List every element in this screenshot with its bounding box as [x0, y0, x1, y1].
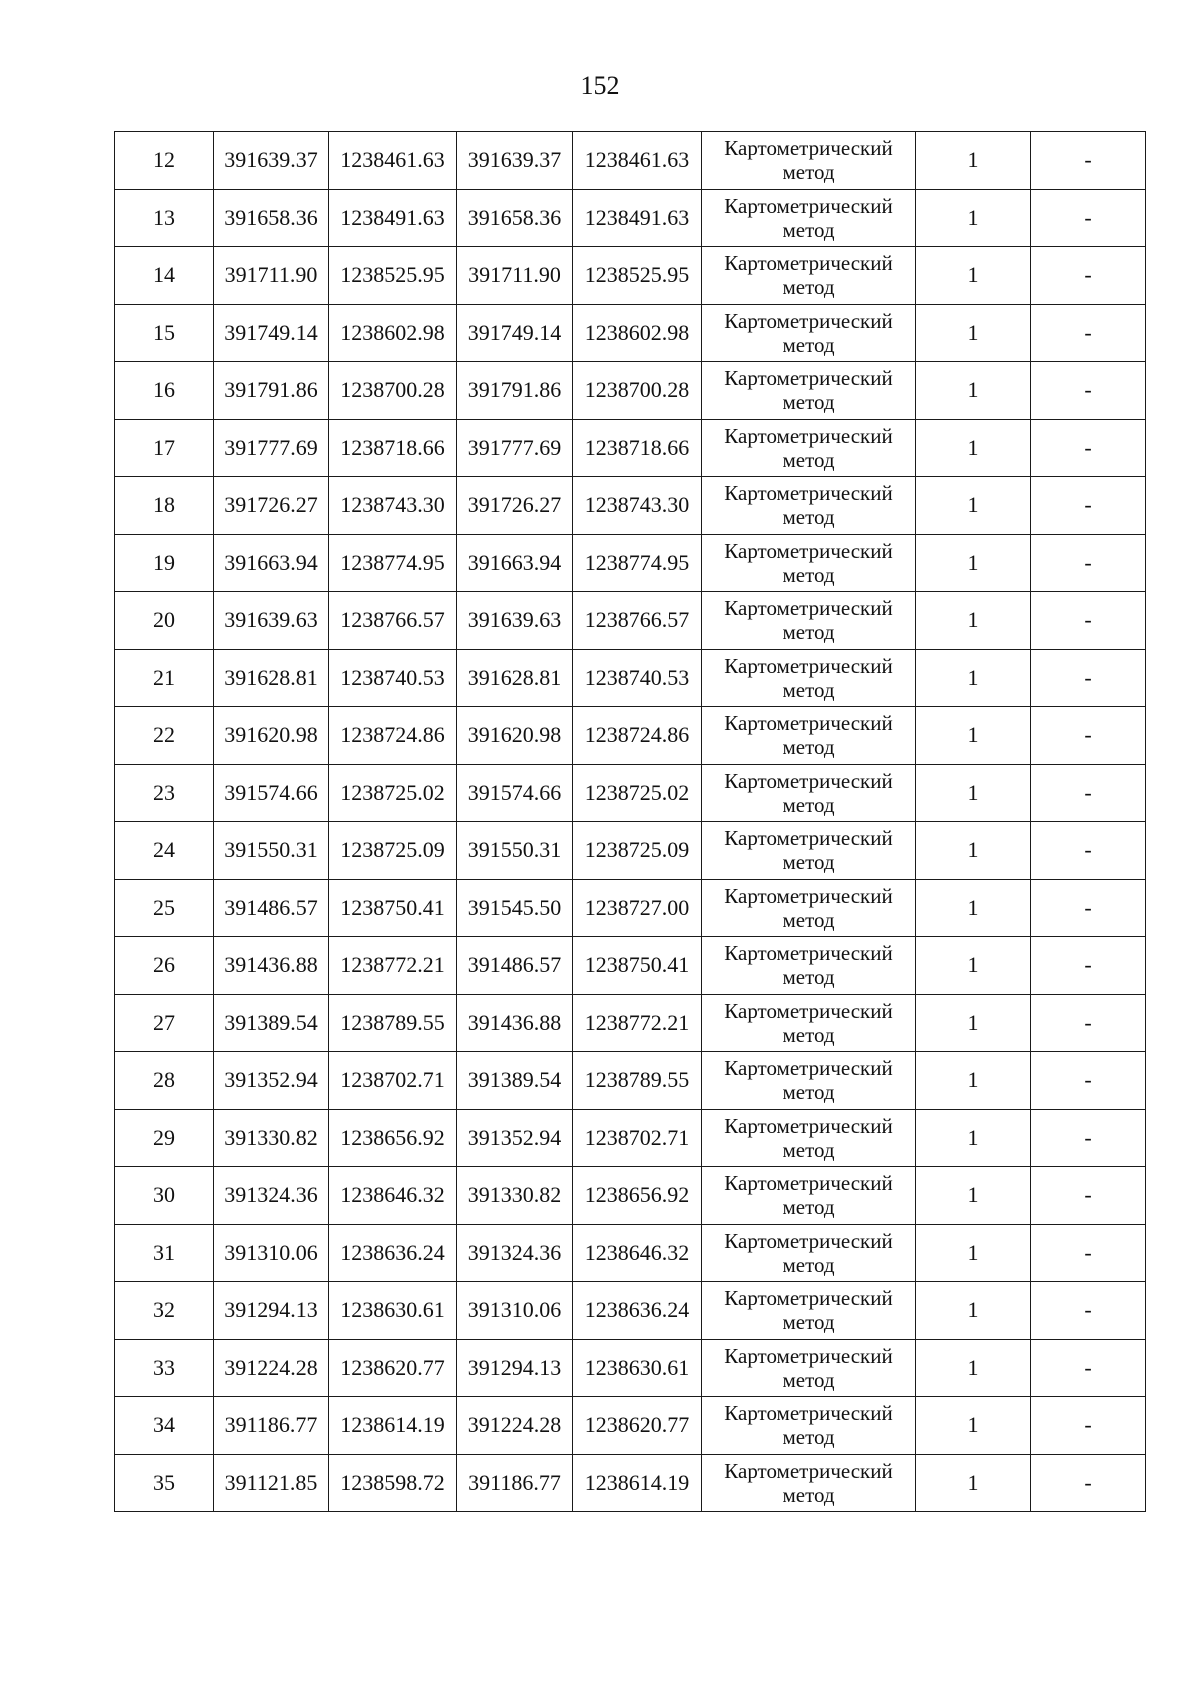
table-row — [115, 1339, 1146, 1397]
note-cell: - — [1031, 1224, 1146, 1282]
point-number-cell: 13 — [115, 189, 214, 247]
method-line-1: Картометрический — [724, 136, 893, 161]
method-line-2: метод — [782, 1080, 835, 1105]
precision-cell: 1 — [916, 649, 1031, 707]
x-coordinate-existing-cell: 391224.28 — [214, 1339, 329, 1397]
method-line-2: метод — [782, 677, 835, 702]
y-coordinate-refined-cell: 1238656.92 — [573, 1167, 702, 1225]
x-coordinate-existing-cell: 391186.77 — [214, 1397, 329, 1455]
point-number-cell: 21 — [115, 649, 214, 707]
x-coordinate-existing-cell: 391726.27 — [214, 477, 329, 535]
y-coordinate-refined-cell: 1238772.21 — [573, 994, 702, 1052]
table-row — [115, 707, 1146, 765]
method-cell — [702, 937, 916, 995]
method-line-1: Картометрический — [724, 1228, 893, 1253]
y-coordinate-existing-cell: 1238525.95 — [329, 247, 457, 305]
method-line-1: Картометрический — [724, 1171, 893, 1196]
point-number-cell: 26 — [115, 937, 214, 995]
y-coordinate-existing-cell: 1238700.28 — [329, 362, 457, 420]
note-cell: - — [1031, 1109, 1146, 1167]
method-line-1: Картометрический — [724, 826, 893, 851]
precision-cell: 1 — [916, 477, 1031, 535]
method-line-1: Картометрический — [724, 538, 893, 563]
x-coordinate-refined-cell: 391639.63 — [457, 592, 573, 650]
note-cell: - — [1031, 764, 1146, 822]
method-cell — [702, 1397, 916, 1455]
y-coordinate-existing-cell: 1238620.77 — [329, 1339, 457, 1397]
method-line-2: метод — [782, 275, 835, 300]
precision-cell: 1 — [916, 1282, 1031, 1340]
precision-cell: 1 — [916, 1339, 1031, 1397]
method-cell — [702, 419, 916, 477]
y-coordinate-existing-cell: 1238646.32 — [329, 1167, 457, 1225]
note-cell: - — [1031, 362, 1146, 420]
method-cell — [702, 1109, 916, 1167]
table-row — [115, 1397, 1146, 1455]
y-coordinate-refined-cell: 1238525.95 — [573, 247, 702, 305]
x-coordinate-existing-cell: 391777.69 — [214, 419, 329, 477]
y-coordinate-refined-cell: 1238646.32 — [573, 1224, 702, 1282]
y-coordinate-existing-cell: 1238636.24 — [329, 1224, 457, 1282]
precision-cell: 1 — [916, 764, 1031, 822]
x-coordinate-existing-cell: 391574.66 — [214, 764, 329, 822]
precision-cell: 1 — [916, 304, 1031, 362]
note-cell: - — [1031, 937, 1146, 995]
method-cell — [702, 1167, 916, 1225]
point-number-cell: 19 — [115, 534, 214, 592]
note-cell: - — [1031, 534, 1146, 592]
method-line-1: Картометрический — [724, 366, 893, 391]
y-coordinate-existing-cell: 1238718.66 — [329, 419, 457, 477]
table-row — [115, 189, 1146, 247]
note-cell: - — [1031, 1052, 1146, 1110]
x-coordinate-refined-cell: 391628.81 — [457, 649, 573, 707]
x-coordinate-refined-cell: 391310.06 — [457, 1282, 573, 1340]
method-line-1: Картометрический — [724, 941, 893, 966]
method-cell — [702, 707, 916, 765]
x-coordinate-refined-cell: 391324.36 — [457, 1224, 573, 1282]
method-cell — [702, 1454, 916, 1512]
method-cell — [702, 592, 916, 650]
note-cell: - — [1031, 707, 1146, 765]
note-cell: - — [1031, 822, 1146, 880]
y-coordinate-existing-cell: 1238772.21 — [329, 937, 457, 995]
x-coordinate-refined-cell: 391545.50 — [457, 879, 573, 937]
method-cell — [702, 1052, 916, 1110]
x-coordinate-refined-cell: 391389.54 — [457, 1052, 573, 1110]
x-coordinate-refined-cell: 391574.66 — [457, 764, 573, 822]
method-line-2: метод — [782, 965, 835, 990]
y-coordinate-existing-cell: 1238461.63 — [329, 132, 457, 190]
note-cell: - — [1031, 189, 1146, 247]
table-row — [115, 1224, 1146, 1282]
note-cell: - — [1031, 1339, 1146, 1397]
y-coordinate-refined-cell: 1238461.63 — [573, 132, 702, 190]
point-number-cell: 18 — [115, 477, 214, 535]
y-coordinate-existing-cell: 1238630.61 — [329, 1282, 457, 1340]
method-line-2: метод — [782, 1482, 835, 1507]
table-row — [115, 477, 1146, 535]
method-line-1: Картометрический — [724, 711, 893, 736]
method-cell — [702, 822, 916, 880]
method-line-2: метод — [782, 620, 835, 645]
x-coordinate-existing-cell: 391310.06 — [214, 1224, 329, 1282]
method-line-1: Картометрический — [724, 1401, 893, 1426]
point-number-cell: 32 — [115, 1282, 214, 1340]
y-coordinate-existing-cell: 1238725.09 — [329, 822, 457, 880]
note-cell: - — [1031, 1454, 1146, 1512]
method-line-2: метод — [782, 332, 835, 357]
method-line-1: Картометрический — [724, 1458, 893, 1483]
x-coordinate-refined-cell: 391486.57 — [457, 937, 573, 995]
x-coordinate-existing-cell: 391628.81 — [214, 649, 329, 707]
point-number-cell: 15 — [115, 304, 214, 362]
point-number-cell: 25 — [115, 879, 214, 937]
x-coordinate-existing-cell: 391550.31 — [214, 822, 329, 880]
y-coordinate-existing-cell: 1238774.95 — [329, 534, 457, 592]
precision-cell: 1 — [916, 822, 1031, 880]
point-number-cell: 30 — [115, 1167, 214, 1225]
y-coordinate-existing-cell: 1238602.98 — [329, 304, 457, 362]
table-row — [115, 592, 1146, 650]
precision-cell: 1 — [916, 937, 1031, 995]
table-row — [115, 764, 1146, 822]
point-number-cell: 24 — [115, 822, 214, 880]
method-line-1: Картометрический — [724, 883, 893, 908]
precision-cell: 1 — [916, 1052, 1031, 1110]
method-cell — [702, 477, 916, 535]
note-cell: - — [1031, 592, 1146, 650]
point-number-cell: 23 — [115, 764, 214, 822]
method-line-2: метод — [782, 735, 835, 760]
method-line-2: метод — [782, 907, 835, 932]
point-number-cell: 31 — [115, 1224, 214, 1282]
y-coordinate-refined-cell: 1238725.09 — [573, 822, 702, 880]
table-row — [115, 362, 1146, 420]
method-line-2: метод — [782, 1252, 835, 1277]
x-coordinate-refined-cell: 391658.36 — [457, 189, 573, 247]
x-coordinate-refined-cell: 391726.27 — [457, 477, 573, 535]
x-coordinate-existing-cell: 391324.36 — [214, 1167, 329, 1225]
table-body — [115, 132, 1146, 1512]
x-coordinate-refined-cell: 391663.94 — [457, 534, 573, 592]
y-coordinate-refined-cell: 1238620.77 — [573, 1397, 702, 1455]
table-row — [115, 1282, 1146, 1340]
note-cell: - — [1031, 879, 1146, 937]
method-cell — [702, 764, 916, 822]
x-coordinate-refined-cell: 391639.37 — [457, 132, 573, 190]
y-coordinate-existing-cell: 1238743.30 — [329, 477, 457, 535]
table-row — [115, 534, 1146, 592]
table-row — [115, 822, 1146, 880]
y-coordinate-refined-cell: 1238700.28 — [573, 362, 702, 420]
method-line-1: Картометрический — [724, 423, 893, 448]
method-line-1: Картометрический — [724, 1113, 893, 1138]
y-coordinate-refined-cell: 1238614.19 — [573, 1454, 702, 1512]
x-coordinate-existing-cell: 391352.94 — [214, 1052, 329, 1110]
table-row — [115, 1454, 1146, 1512]
method-line-1: Картометрический — [724, 251, 893, 276]
y-coordinate-refined-cell: 1238702.71 — [573, 1109, 702, 1167]
point-number-cell: 20 — [115, 592, 214, 650]
x-coordinate-refined-cell: 391791.86 — [457, 362, 573, 420]
method-cell — [702, 304, 916, 362]
note-cell: - — [1031, 304, 1146, 362]
x-coordinate-refined-cell: 391550.31 — [457, 822, 573, 880]
method-line-2: метод — [782, 792, 835, 817]
method-line-2: метод — [782, 1137, 835, 1162]
precision-cell: 1 — [916, 879, 1031, 937]
point-number-cell: 29 — [115, 1109, 214, 1167]
x-coordinate-refined-cell: 391436.88 — [457, 994, 573, 1052]
note-cell: - — [1031, 1282, 1146, 1340]
y-coordinate-refined-cell: 1238743.30 — [573, 477, 702, 535]
method-line-1: Картометрический — [724, 1343, 893, 1368]
precision-cell: 1 — [916, 1454, 1031, 1512]
x-coordinate-existing-cell: 391121.85 — [214, 1454, 329, 1512]
table-row — [115, 1052, 1146, 1110]
point-number-cell: 14 — [115, 247, 214, 305]
method-cell — [702, 362, 916, 420]
point-number-cell: 17 — [115, 419, 214, 477]
table-row — [115, 994, 1146, 1052]
precision-cell: 1 — [916, 1109, 1031, 1167]
y-coordinate-refined-cell: 1238602.98 — [573, 304, 702, 362]
precision-cell: 1 — [916, 362, 1031, 420]
x-coordinate-refined-cell: 391749.14 — [457, 304, 573, 362]
table-row — [115, 304, 1146, 362]
x-coordinate-existing-cell: 391639.63 — [214, 592, 329, 650]
method-cell — [702, 1339, 916, 1397]
x-coordinate-existing-cell: 391711.90 — [214, 247, 329, 305]
y-coordinate-refined-cell: 1238766.57 — [573, 592, 702, 650]
x-coordinate-existing-cell: 391294.13 — [214, 1282, 329, 1340]
x-coordinate-existing-cell: 391330.82 — [214, 1109, 329, 1167]
y-coordinate-existing-cell: 1238750.41 — [329, 879, 457, 937]
table-row — [115, 419, 1146, 477]
note-cell: - — [1031, 1397, 1146, 1455]
point-number-cell: 22 — [115, 707, 214, 765]
method-line-2: метод — [782, 447, 835, 472]
x-coordinate-existing-cell: 391620.98 — [214, 707, 329, 765]
coordinates-table — [114, 131, 1146, 1512]
method-line-1: Картометрический — [724, 308, 893, 333]
x-coordinate-refined-cell: 391186.77 — [457, 1454, 573, 1512]
x-coordinate-refined-cell: 391352.94 — [457, 1109, 573, 1167]
precision-cell: 1 — [916, 247, 1031, 305]
method-cell — [702, 649, 916, 707]
precision-cell: 1 — [916, 707, 1031, 765]
y-coordinate-refined-cell: 1238789.55 — [573, 1052, 702, 1110]
x-coordinate-existing-cell: 391436.88 — [214, 937, 329, 995]
y-coordinate-refined-cell: 1238630.61 — [573, 1339, 702, 1397]
table-row — [115, 937, 1146, 995]
precision-cell: 1 — [916, 132, 1031, 190]
x-coordinate-existing-cell: 391749.14 — [214, 304, 329, 362]
x-coordinate-refined-cell: 391620.98 — [457, 707, 573, 765]
x-coordinate-refined-cell: 391224.28 — [457, 1397, 573, 1455]
coordinates-table-container — [114, 131, 1146, 1512]
method-cell — [702, 1224, 916, 1282]
method-line-2: метод — [782, 217, 835, 242]
method-cell — [702, 994, 916, 1052]
method-line-1: Картометрический — [724, 1056, 893, 1081]
method-cell — [702, 1282, 916, 1340]
method-cell — [702, 189, 916, 247]
method-line-2: метод — [782, 390, 835, 415]
y-coordinate-refined-cell: 1238491.63 — [573, 189, 702, 247]
table-row — [115, 132, 1146, 190]
page-number: 152 — [580, 71, 620, 100]
y-coordinate-existing-cell: 1238740.53 — [329, 649, 457, 707]
method-line-2: метод — [782, 1425, 835, 1450]
point-number-cell: 27 — [115, 994, 214, 1052]
precision-cell: 1 — [916, 419, 1031, 477]
precision-cell: 1 — [916, 994, 1031, 1052]
y-coordinate-existing-cell: 1238598.72 — [329, 1454, 457, 1512]
point-number-cell: 16 — [115, 362, 214, 420]
y-coordinate-refined-cell: 1238725.02 — [573, 764, 702, 822]
x-coordinate-existing-cell: 391486.57 — [214, 879, 329, 937]
x-coordinate-refined-cell: 391777.69 — [457, 419, 573, 477]
x-coordinate-existing-cell: 391663.94 — [214, 534, 329, 592]
precision-cell: 1 — [916, 1224, 1031, 1282]
y-coordinate-existing-cell: 1238766.57 — [329, 592, 457, 650]
y-coordinate-existing-cell: 1238725.02 — [329, 764, 457, 822]
precision-cell: 1 — [916, 592, 1031, 650]
y-coordinate-existing-cell: 1238724.86 — [329, 707, 457, 765]
y-coordinate-refined-cell: 1238727.00 — [573, 879, 702, 937]
method-line-2: метод — [782, 562, 835, 587]
table-row — [115, 1109, 1146, 1167]
method-line-2: метод — [782, 1367, 835, 1392]
y-coordinate-refined-cell: 1238740.53 — [573, 649, 702, 707]
method-line-1: Картометрический — [724, 1286, 893, 1311]
x-coordinate-existing-cell: 391389.54 — [214, 994, 329, 1052]
x-coordinate-refined-cell: 391294.13 — [457, 1339, 573, 1397]
method-line-1: Картометрический — [724, 481, 893, 506]
table-row — [115, 247, 1146, 305]
note-cell: - — [1031, 477, 1146, 535]
y-coordinate-refined-cell: 1238718.66 — [573, 419, 702, 477]
x-coordinate-existing-cell: 391639.37 — [214, 132, 329, 190]
note-cell: - — [1031, 132, 1146, 190]
method-cell — [702, 879, 916, 937]
y-coordinate-refined-cell: 1238774.95 — [573, 534, 702, 592]
precision-cell: 1 — [916, 1167, 1031, 1225]
y-coordinate-existing-cell: 1238614.19 — [329, 1397, 457, 1455]
point-number-cell: 33 — [115, 1339, 214, 1397]
point-number-cell: 34 — [115, 1397, 214, 1455]
y-coordinate-existing-cell: 1238656.92 — [329, 1109, 457, 1167]
method-line-2: метод — [782, 160, 835, 185]
x-coordinate-refined-cell: 391711.90 — [457, 247, 573, 305]
point-number-cell: 35 — [115, 1454, 214, 1512]
y-coordinate-existing-cell: 1238789.55 — [329, 994, 457, 1052]
method-line-1: Картометрический — [724, 768, 893, 793]
precision-cell: 1 — [916, 1397, 1031, 1455]
method-line-1: Картометрический — [724, 193, 893, 218]
note-cell: - — [1031, 1167, 1146, 1225]
method-line-1: Картометрический — [724, 998, 893, 1023]
precision-cell: 1 — [916, 189, 1031, 247]
y-coordinate-existing-cell: 1238491.63 — [329, 189, 457, 247]
note-cell: - — [1031, 419, 1146, 477]
table-row — [115, 879, 1146, 937]
precision-cell: 1 — [916, 534, 1031, 592]
y-coordinate-refined-cell: 1238636.24 — [573, 1282, 702, 1340]
x-coordinate-existing-cell: 391791.86 — [214, 362, 329, 420]
y-coordinate-refined-cell: 1238724.86 — [573, 707, 702, 765]
method-line-1: Картометрический — [724, 653, 893, 678]
method-cell — [702, 534, 916, 592]
method-line-2: метод — [782, 505, 835, 530]
y-coordinate-refined-cell: 1238750.41 — [573, 937, 702, 995]
table-row — [115, 649, 1146, 707]
method-cell — [702, 247, 916, 305]
note-cell: - — [1031, 649, 1146, 707]
note-cell: - — [1031, 247, 1146, 305]
method-line-2: метод — [782, 850, 835, 875]
table-row — [115, 1167, 1146, 1225]
method-line-2: метод — [782, 1195, 835, 1220]
method-line-2: метод — [782, 1310, 835, 1335]
method-cell — [702, 132, 916, 190]
x-coordinate-refined-cell: 391330.82 — [457, 1167, 573, 1225]
point-number-cell: 28 — [115, 1052, 214, 1110]
y-coordinate-existing-cell: 1238702.71 — [329, 1052, 457, 1110]
method-line-1: Картометрический — [724, 596, 893, 621]
note-cell: - — [1031, 994, 1146, 1052]
method-line-2: метод — [782, 1022, 835, 1047]
x-coordinate-existing-cell: 391658.36 — [214, 189, 329, 247]
point-number-cell: 12 — [115, 132, 214, 190]
